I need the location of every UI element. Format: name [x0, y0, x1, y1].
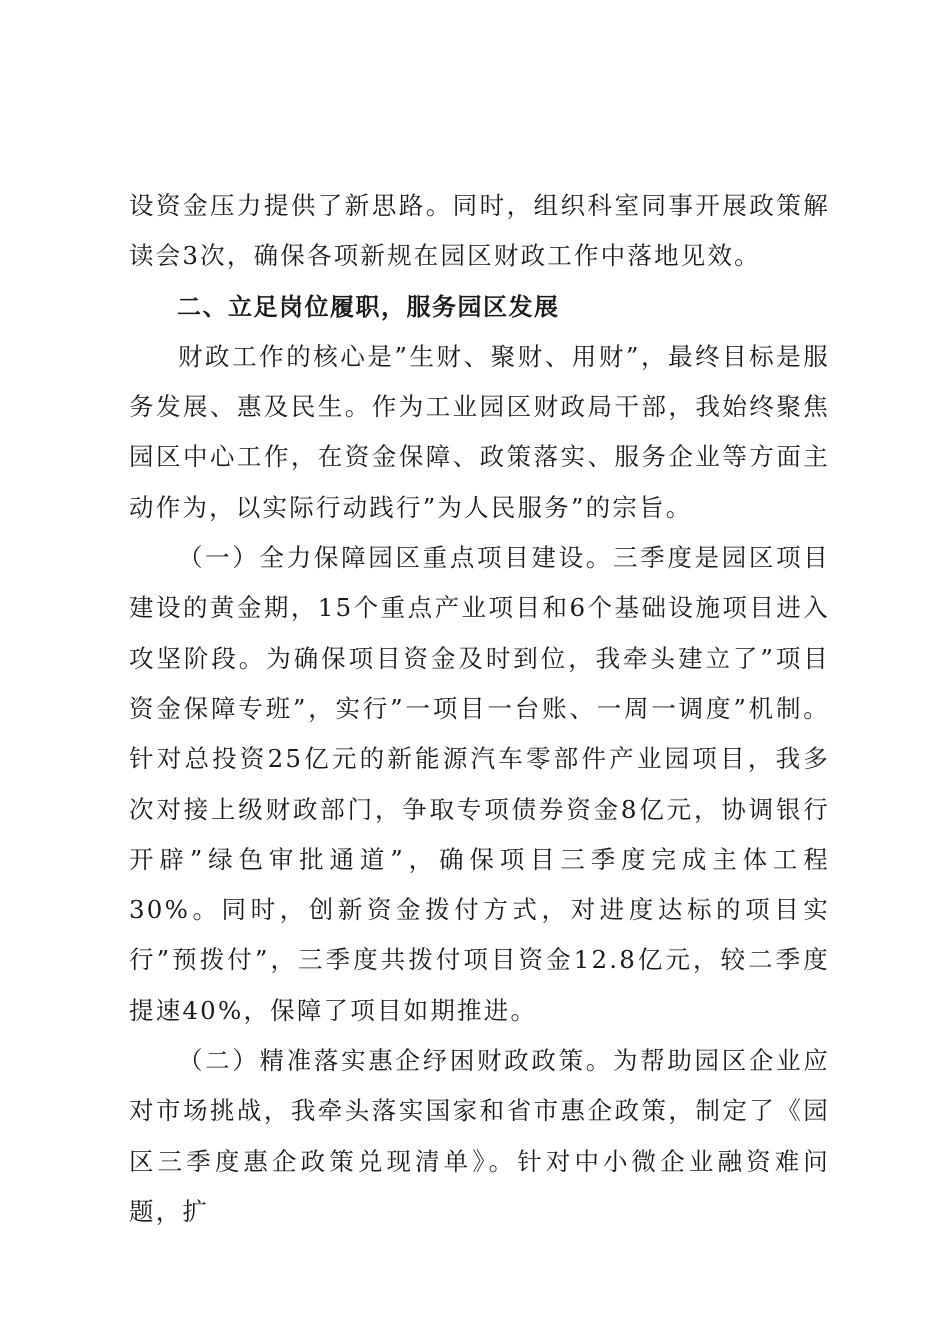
paragraph-item-1: [129, 533, 830, 1036]
paragraph-text: 为帮助园区企业应对市场挑战，我牵头落实国家和省市惠企政策，制定了《园区三季度惠企政策兑现清单》。针对中小微企业融资难问题，扩: [129, 1046, 830, 1226]
document-body: [129, 181, 830, 1237]
paragraph-intro: [129, 332, 830, 533]
subsection-lead: （二）精准落实惠企纾困财政政策。: [178, 1046, 613, 1076]
paragraph-text: 三季度是园区项目建设的黄金期，15个重点产业项目和6个基础设施项目进入攻坚阶段。为确保项目资金及时到位，我牵头建立了”项目资金保障专班”，实行”一项目一台账、一周一调度”机制。针对总投资25亿元的新能源汽车零部件产业园项目，我多次对接上级财政部门，争取专项债券资金8亿元，协调银行开辟”绿色审批通道”，确保项目三季度完成主体工程30%。同时，创新资金拨付方式，对进度达标的项目实行”预拨付”，三季度共拨付项目资金12.8亿元，较二季度提速40%，保障了项目如期推进。: [129, 543, 830, 1025]
subsection-lead: （一）全力保障园区重点项目建设。: [178, 543, 613, 573]
paragraph-text: 财政工作的核心是”生财、聚财、用财”，最终目标是服务发展、惠及民生。作为工业园区财政局干部，我始终聚焦园区中心工作，在资金保障、政策落实、服务企业等方面主动作为，以实际行动践行”为人民服务”的宗旨。: [129, 341, 830, 522]
paragraph-item-2: [129, 1036, 830, 1237]
section-heading-text: 二、立足岗位履职，服务园区发展: [177, 292, 560, 321]
paragraph-text: 设资金压力提供了新思路。同时，组织科室同事开展政策解读会3次，确保各项新规在园区财政工作中落地见效。: [129, 191, 830, 271]
paragraph-continuation: [129, 181, 830, 282]
section-heading: [129, 282, 830, 332]
